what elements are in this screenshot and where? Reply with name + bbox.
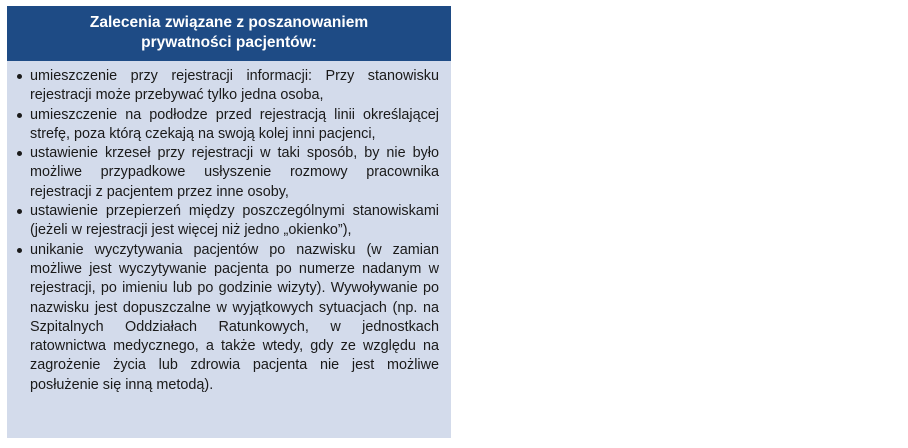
bullet-icon (17, 74, 22, 79)
list-item-text: ustawienie przepierzeń między poszczególnymi stanowiskami (jeżeli w rejestracji jest więcej niż jedno „okienko”), (30, 203, 439, 239)
box-title-line-1: Zalecenia związane z poszanowaniem (89, 14, 369, 31)
list-item-text: umieszczenie przy rejestracji informacji: Przy stanowisku rejestracji może przebywać tylko jedna osoba, (30, 68, 439, 104)
bullet-icon (17, 151, 22, 156)
list-item-text: ustawienie krzeseł przy rejestracji w taki sposób, by nie było możliwe przypadkowe usłyszenie rozmowy pracownika rejestracji z pacjentem przez inne osoby, (30, 145, 439, 200)
recommendations-box (7, 6, 451, 438)
list-item (17, 106, 439, 145)
list-item (17, 67, 439, 106)
bullet-icon (17, 113, 22, 118)
list-item (17, 241, 439, 395)
recommendation-list (17, 67, 439, 395)
box-title-line-2: prywatności pacjentów: (141, 34, 317, 51)
bullet-icon (17, 209, 22, 214)
box-title (7, 6, 451, 61)
box-body (7, 61, 451, 395)
list-item (17, 144, 439, 202)
list-item-text: umieszczenie na podłodze przed rejestracją linii określającej strefę, poza którą czekają na swoją kolej inni pacjenci, (30, 106, 439, 142)
list-item-text: unikanie wyczytywania pacjentów po nazwisku (w zamian możliwe jest wyczytywanie pacjenta po numerze nadanym w rejestracji, po imieniu lub po godzinie wizyty). Wywoływanie po nazwisku jest dopuszczalne w wyjątkowych sytuacjach (np. na Szpitalnych Oddziałach Ratunkowych, w jednostkach ratownictwa medycznego, a także wtedy, gdy ze względu na zagrożenie życia lub zdrowia pacjenta nie jest możliwe posłużenie się inną metodą). (30, 241, 439, 393)
bullet-icon (17, 248, 22, 253)
list-item (17, 202, 439, 241)
